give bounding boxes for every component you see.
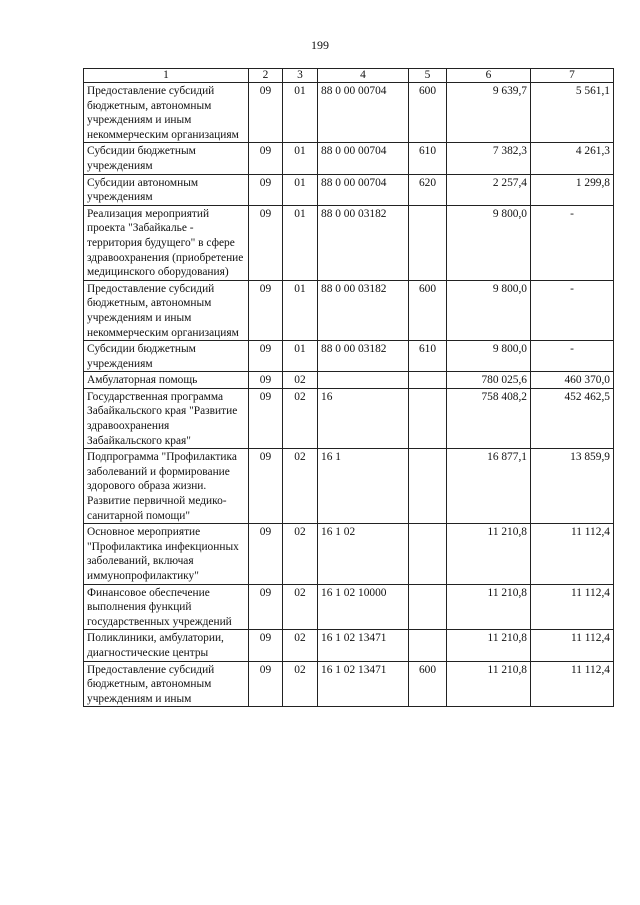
row-expense-type-cell [409,205,447,280]
table-row [84,341,614,372]
row-name-cell: Подпрограмма "Профилактика заболеваний и формирование здорового образа жизни. Развитие первичной медико-санитарной помощи" [84,449,249,524]
column-header-target-article: 4 [318,69,409,83]
row-sum-1-cell: 9 800,0 [447,280,531,340]
row-subsection-cell: 01 [283,280,318,340]
row-subsection-cell: 01 [283,341,318,372]
row-expense-type-cell: 610 [409,341,447,372]
row-expense-type-cell [409,630,447,661]
table-row [84,584,614,630]
table-row [84,174,614,205]
row-name-cell: Амбулаторная помощь [84,372,249,389]
row-section-cell: 09 [249,661,283,707]
column-header-sum-2: 7 [531,69,614,83]
row-expense-type-cell [409,584,447,630]
row-sum-1-cell: 9 800,0 [447,205,531,280]
row-target-article-cell: 16 1 02 13471 [318,630,409,661]
table-row [84,143,614,174]
table-row [84,205,614,280]
row-target-article-cell: 16 1 02 [318,524,409,584]
row-sum-2-cell: 4 261,3 [531,143,614,174]
table-row [84,280,614,340]
row-subsection-cell: 01 [283,205,318,280]
row-name-cell: Предоставление субсидий бюджетным, автономным учреждениям и иным некоммерческим организациям [84,83,249,143]
row-target-article-cell: 88 0 00 03182 [318,280,409,340]
row-section-cell: 09 [249,584,283,630]
row-subsection-cell: 02 [283,661,318,707]
row-section-cell: 09 [249,174,283,205]
row-sum-2-cell: 5 561,1 [531,83,614,143]
row-expense-type-cell [409,388,447,448]
row-expense-type-cell: 600 [409,83,447,143]
row-sum-1-cell: 11 210,8 [447,661,531,707]
row-subsection-cell: 02 [283,584,318,630]
row-subsection-cell: 02 [283,372,318,389]
row-expense-type-cell [409,372,447,389]
row-target-article-cell: 88 0 00 03182 [318,341,409,372]
row-sum-1-cell: 9 639,7 [447,83,531,143]
row-target-article-cell: 16 1 02 13471 [318,661,409,707]
row-name-cell: Поликлиники, амбулатории, диагностические центры [84,630,249,661]
row-section-cell: 09 [249,372,283,389]
row-sum-2-cell: 452 462,5 [531,388,614,448]
table-row [84,524,614,584]
row-sum-2-cell: - [531,280,614,340]
row-subsection-cell: 02 [283,524,318,584]
row-target-article-cell: 16 [318,388,409,448]
table-row [84,83,614,143]
row-subsection-cell: 01 [283,143,318,174]
row-subsection-cell: 02 [283,449,318,524]
column-number-row [84,69,614,83]
row-sum-2-cell: 1 299,8 [531,174,614,205]
column-header-subsection: 3 [283,69,318,83]
row-target-article-cell: 88 0 00 00704 [318,143,409,174]
row-name-cell: Реализация мероприятий проекта "Забайкалье - территория будущего" в сфере здравоохранения (приобретение медицинского оборудования) [84,205,249,280]
row-target-article-cell: 88 0 00 03182 [318,205,409,280]
page-number: 199 [311,38,329,52]
column-header-section: 2 [249,69,283,83]
row-sum-1-cell: 7 382,3 [447,143,531,174]
row-name-cell: Основное мероприятие "Профилактика инфекционных заболеваний, включая иммунопрофилактику" [84,524,249,584]
row-target-article-cell: 88 0 00 00704 [318,174,409,205]
budget-table [83,68,614,707]
row-sum-1-cell: 2 257,4 [447,174,531,205]
row-sum-2-cell: 11 112,4 [531,524,614,584]
row-sum-2-cell: - [531,341,614,372]
row-sum-2-cell: 11 112,4 [531,630,614,661]
row-sum-1-cell: 9 800,0 [447,341,531,372]
row-expense-type-cell [409,524,447,584]
row-name-cell: Субсидии бюджетным учреждениям [84,341,249,372]
row-name-cell: Субсидии бюджетным учреждениям [84,143,249,174]
row-sum-2-cell: 11 112,4 [531,661,614,707]
row-sum-2-cell: 11 112,4 [531,584,614,630]
row-section-cell: 09 [249,341,283,372]
table-row [84,630,614,661]
row-sum-1-cell: 11 210,8 [447,524,531,584]
column-header-name: 1 [84,69,249,83]
row-subsection-cell: 02 [283,388,318,448]
row-section-cell: 09 [249,449,283,524]
column-header-expense-type: 5 [409,69,447,83]
row-sum-2-cell: 13 859,9 [531,449,614,524]
row-section-cell: 09 [249,143,283,174]
row-sum-1-cell: 11 210,8 [447,630,531,661]
row-subsection-cell: 01 [283,174,318,205]
table-row [84,388,614,448]
row-subsection-cell: 02 [283,630,318,661]
row-target-article-cell: 16 1 02 10000 [318,584,409,630]
row-name-cell: Субсидии автономным учреждениям [84,174,249,205]
row-sum-1-cell: 16 877,1 [447,449,531,524]
row-expense-type-cell: 610 [409,143,447,174]
table-row [84,372,614,389]
row-section-cell: 09 [249,630,283,661]
row-section-cell: 09 [249,388,283,448]
table-row [84,661,614,707]
row-expense-type-cell [409,449,447,524]
row-name-cell: Государственная программа Забайкальского края "Развитие здравоохранения Забайкальского края" [84,388,249,448]
row-sum-1-cell: 11 210,8 [447,584,531,630]
row-section-cell: 09 [249,205,283,280]
row-sum-2-cell: 460 370,0 [531,372,614,389]
row-name-cell: Финансовое обеспечение выполнения функций государственных учреждений [84,584,249,630]
row-sum-1-cell: 780 025,6 [447,372,531,389]
row-section-cell: 09 [249,524,283,584]
row-section-cell: 09 [249,280,283,340]
row-section-cell: 09 [249,83,283,143]
row-expense-type-cell: 620 [409,174,447,205]
table-row [84,449,614,524]
column-header-sum-1: 6 [447,69,531,83]
row-sum-1-cell: 758 408,2 [447,388,531,448]
row-sum-2-cell: - [531,205,614,280]
row-name-cell: Предоставление субсидий бюджетным, автономным учреждениям и иным некоммерческим организациям [84,280,249,340]
row-expense-type-cell: 600 [409,661,447,707]
row-target-article-cell: 88 0 00 00704 [318,83,409,143]
row-target-article-cell [318,372,409,389]
row-expense-type-cell: 600 [409,280,447,340]
row-target-article-cell: 16 1 [318,449,409,524]
row-name-cell: Предоставление субсидий бюджетным, автономным учреждениям и иным [84,661,249,707]
row-subsection-cell: 01 [283,83,318,143]
